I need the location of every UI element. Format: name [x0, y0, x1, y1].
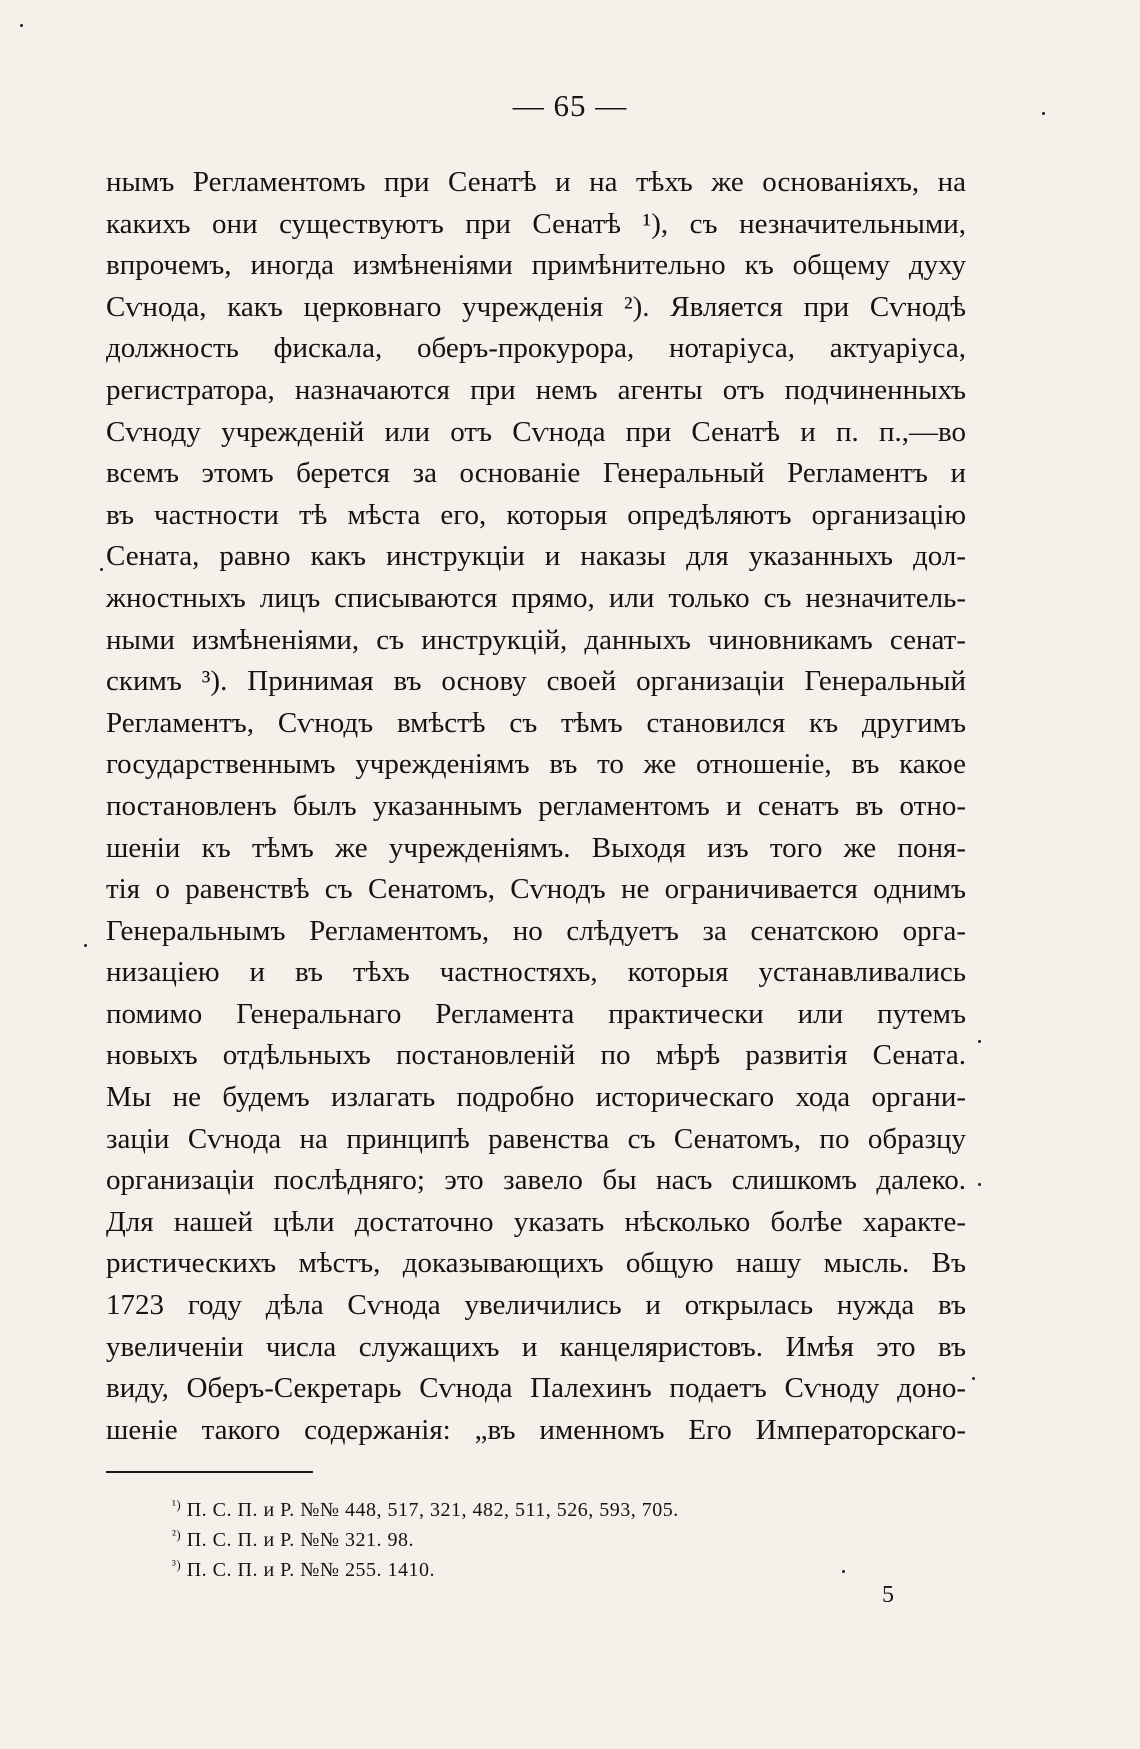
- print-speck: [1042, 112, 1045, 115]
- footnote-text: П. С. П. и Р. №№ 255. 1410.: [186, 1559, 435, 1581]
- footnote: [172, 1550, 932, 1580]
- footnote-text: П. С. П. и Р. №№ 448, 517, 321, 482, 511, 526, 593, 705.: [186, 1499, 679, 1521]
- text-line: ными измѣненіями, съ инструкцій, данныхъ чиновникамъ сенат-: [106, 623, 966, 656]
- footnotes-block: [172, 1490, 932, 1580]
- text-line: постановленъ былъ указаннымъ регламентомъ и сенатъ въ отно-: [106, 789, 966, 822]
- footnote: [172, 1520, 932, 1550]
- text-line: шеніи къ тѣмъ же учрежденіямъ. Выходя изъ того же поня-: [106, 831, 966, 864]
- text-line: 1723 году дѣла Сѵнода увеличились и открылась нужда въ: [106, 1289, 966, 1322]
- text-line: Мы не будемъ излагать подробно историческаго хода органи-: [106, 1081, 966, 1114]
- text-line: организаціи послѣдняго; это завело бы насъ слишкомъ далеко.: [106, 1164, 966, 1197]
- printer-signature-mark: 5: [882, 1582, 894, 1608]
- text-line: заціи Сѵнода на принципѣ равенства съ Сенатомъ, по образцу: [106, 1122, 966, 1155]
- text-line: регистратора, назначаются при немъ агенты отъ подчиненныхъ: [106, 373, 966, 406]
- text-line: жностныхъ лицъ списываются прямо, или только съ незначитель-: [106, 581, 966, 614]
- page-number-header: — 65 —: [512, 88, 628, 123]
- text-line: Регламентъ, Сѵнодъ вмѣстѣ съ тѣмъ становился къ другимъ: [106, 706, 966, 739]
- text-line: Для нашей цѣли достаточно указать нѣсколько болѣе характе-: [106, 1205, 966, 1238]
- text-line: должность фискала, оберъ-прокурора, нотаріуса, актуаріуса,: [106, 332, 966, 365]
- print-speck: [972, 1377, 975, 1380]
- print-speck: [100, 568, 103, 571]
- print-speck: [978, 1183, 981, 1186]
- text-line: скимъ ³). Принимая въ основу своей организаціи Генеральный: [106, 665, 966, 698]
- text-line: увеличеніи числа служащихъ и канцеляристовъ. Имѣя это въ: [106, 1330, 966, 1363]
- text-line: виду, Оберъ-Секретарь Сѵнода Палехинъ подаетъ Сѵноду доно-: [106, 1372, 966, 1405]
- text-line: тія о равенствѣ съ Сенатомъ, Сѵнодъ не ограничивается однимъ: [106, 873, 966, 906]
- footnote-mark: ³): [172, 1557, 182, 1572]
- text-line: новыхъ отдѣльныхъ постановленій по мѣрѣ развитія Сената.: [106, 1039, 966, 1072]
- print-speck: [84, 944, 87, 947]
- text-line: государственнымъ учрежденіямъ въ то же отношеніе, въ какое: [106, 748, 966, 781]
- text-line: ристическихъ мѣстъ, доказывающихъ общую нашу мысль. Въ: [106, 1247, 966, 1280]
- text-line: Сената, равно какъ инструкціи и наказы для указанныхъ дол-: [106, 540, 966, 573]
- footnote-mark: ¹): [172, 1497, 182, 1512]
- text-line: какихъ они существуютъ при Сенатѣ ¹), съ незначительными,: [106, 207, 966, 240]
- text-line: нымъ Регламентомъ при Сенатѣ и на тѣхъ же основаніяхъ, на: [106, 166, 966, 198]
- text-line: Сѵноду учрежденій или отъ Сѵнода при Сенатѣ и п. п.,—во: [106, 415, 966, 448]
- text-line: въ частности тѣ мѣста его, которыя опредѣляютъ организацію: [106, 498, 966, 531]
- text-line: помимо Генеральнаго Регламента практически или путемъ: [106, 997, 966, 1030]
- footnote-text: П. С. П. и Р. №№ 321. 98.: [186, 1529, 414, 1551]
- text-line: Сѵнода, какъ церковнаго учрежденія ²). Является при Сѵнодѣ: [106, 290, 966, 323]
- text-line: шеніе такого содержанія: „въ именномъ Его Императорскаго-: [106, 1413, 966, 1446]
- footnote: [172, 1490, 932, 1520]
- print-speck: [978, 1040, 981, 1043]
- footnote-separator-rule: [106, 1471, 313, 1473]
- footnote-mark: ²): [172, 1527, 182, 1542]
- text-line: низаціею и въ тѣхъ частностяхъ, которыя устанавливались: [106, 956, 966, 989]
- text-line: впрочемъ, иногда измѣненіями примѣнительно къ общему духу: [106, 249, 966, 282]
- text-line: Генеральнымъ Регламентомъ, но слѣдуетъ за сенатскою орга-: [106, 914, 966, 947]
- main-text-block: [106, 162, 966, 1451]
- print-speck: [842, 1570, 845, 1573]
- text-line: всемъ этомъ берется за основаніе Генеральный Регламентъ и: [106, 457, 966, 490]
- print-speck: [20, 24, 23, 27]
